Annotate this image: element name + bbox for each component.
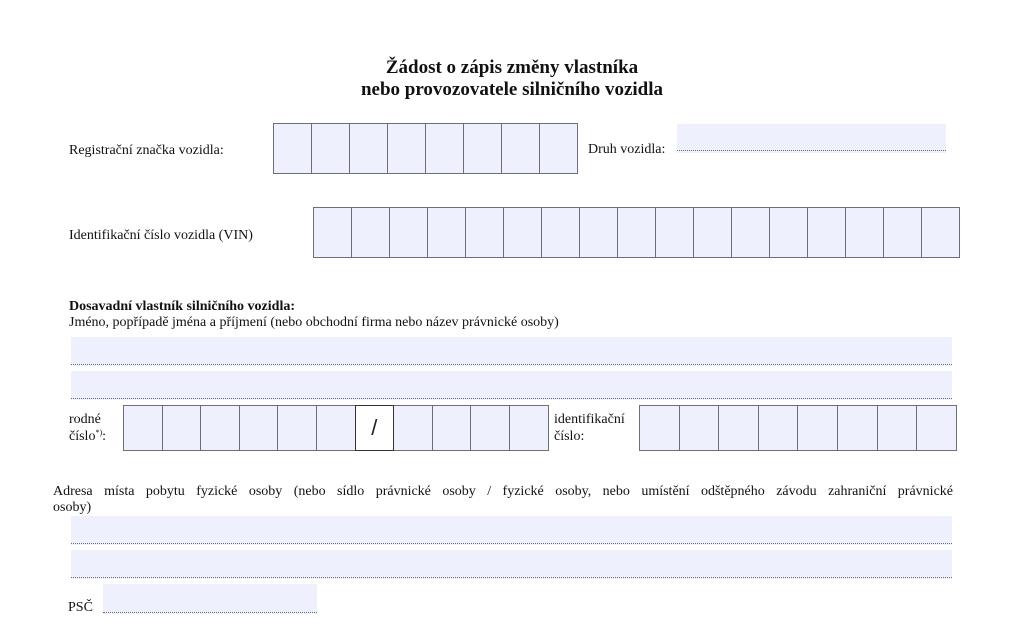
id-number-char-box[interactable] (877, 405, 918, 451)
id-number-char-box[interactable] (797, 405, 838, 451)
vin-char-box[interactable] (313, 207, 352, 258)
vin-char-box[interactable] (807, 207, 846, 258)
id-number-char-box[interactable] (679, 405, 720, 451)
birth-number-char-box[interactable] (239, 405, 279, 451)
birth-number-boxes (123, 405, 549, 451)
vin-char-box[interactable] (883, 207, 922, 258)
vin-char-box[interactable] (769, 207, 808, 258)
owner-name-dotted-line-2 (71, 398, 952, 399)
form-title-line1: Žádost o zápis změny vlastníka (385, 57, 639, 78)
registration-char-box[interactable] (463, 123, 502, 174)
vin-char-box[interactable] (921, 207, 960, 258)
registration-char-box[interactable] (311, 123, 350, 174)
address-field-1[interactable] (71, 516, 952, 545)
registration-char-box[interactable] (349, 123, 388, 174)
vin-char-box[interactable] (351, 207, 390, 258)
id-number-char-box[interactable] (758, 405, 799, 451)
birth-number-char-box[interactable] (393, 405, 433, 451)
vin-char-box[interactable] (617, 207, 656, 258)
id-number-label-line1: identifikační (554, 412, 625, 427)
id-number-boxes (639, 405, 957, 451)
vin-char-box[interactable] (655, 207, 694, 258)
birth-number-char-box[interactable] (277, 405, 317, 451)
birth-number-char-box[interactable] (316, 405, 356, 451)
vin-char-box[interactable] (845, 207, 884, 258)
vin-label: Identifikační číslo vozidla (VIN) (69, 228, 253, 243)
postal-code-field[interactable] (103, 584, 317, 614)
birth-number-label-line2: číslo*): (69, 428, 107, 444)
address-dotted-line-1 (71, 543, 952, 544)
birth-number-label-line1: rodné (69, 412, 101, 427)
postal-code-dotted-line (103, 612, 317, 613)
postal-code-label: PSČ (68, 600, 93, 615)
vin-boxes (313, 207, 960, 258)
birth-number-char-box[interactable] (432, 405, 472, 451)
birth-number-char-box[interactable] (470, 405, 510, 451)
registration-char-box[interactable] (425, 123, 464, 174)
birth-number-char-box[interactable] (509, 405, 549, 451)
vin-char-box[interactable] (503, 207, 542, 258)
birth-number-char-box[interactable] (123, 405, 163, 451)
id-number-char-box[interactable] (718, 405, 759, 451)
birth-number-separator: / (355, 405, 395, 451)
address-label: Adresa místa pobytu fyzické osoby (nebo sídlo právnické osoby / fyzické osoby, nebo umístění odštěpného závodu zahraniční právnické (53, 484, 953, 499)
id-number-char-box[interactable] (916, 405, 957, 451)
registration-char-box[interactable] (501, 123, 540, 174)
footnote-marker: *) (95, 428, 103, 437)
owner-name-field-2[interactable] (71, 371, 952, 400)
registration-plate-label: Registrační značka vozidla: (69, 143, 224, 158)
owner-name-label: Jméno, popřípadě jména a příjmení (nebo obchodní firma nebo název právnické osoby) (69, 315, 559, 330)
address-dotted-line-2 (71, 577, 952, 578)
vin-char-box[interactable] (579, 207, 618, 258)
registration-char-box[interactable] (273, 123, 312, 174)
vin-char-box[interactable] (693, 207, 732, 258)
owner-name-dotted-line-1 (71, 364, 952, 365)
id-number-char-box[interactable] (639, 405, 680, 451)
vin-char-box[interactable] (731, 207, 770, 258)
birth-number-char-box[interactable] (200, 405, 240, 451)
birth-number-char-box[interactable] (162, 405, 202, 451)
registration-char-box[interactable] (387, 123, 426, 174)
registration-plate-boxes (273, 123, 578, 174)
vin-char-box[interactable] (465, 207, 504, 258)
id-number-char-box[interactable] (837, 405, 878, 451)
vehicle-type-dotted-line (677, 150, 946, 151)
vehicle-type-field[interactable] (677, 124, 946, 153)
vehicle-type-label: Druh vozidla: (588, 142, 666, 157)
vin-char-box[interactable] (427, 207, 466, 258)
previous-owner-heading: Dosavadní vlastník silničního vozidla: (69, 299, 296, 314)
address-label-continued: osoby) (53, 500, 92, 515)
address-field-2[interactable] (71, 550, 952, 579)
id-number-label-line2: číslo: (554, 429, 585, 444)
form-title-line2: nebo provozovatele silničního vozidla (360, 79, 664, 100)
registration-char-box[interactable] (539, 123, 578, 174)
owner-name-field-1[interactable] (71, 337, 952, 366)
vin-char-box[interactable] (541, 207, 580, 258)
vin-char-box[interactable] (389, 207, 428, 258)
